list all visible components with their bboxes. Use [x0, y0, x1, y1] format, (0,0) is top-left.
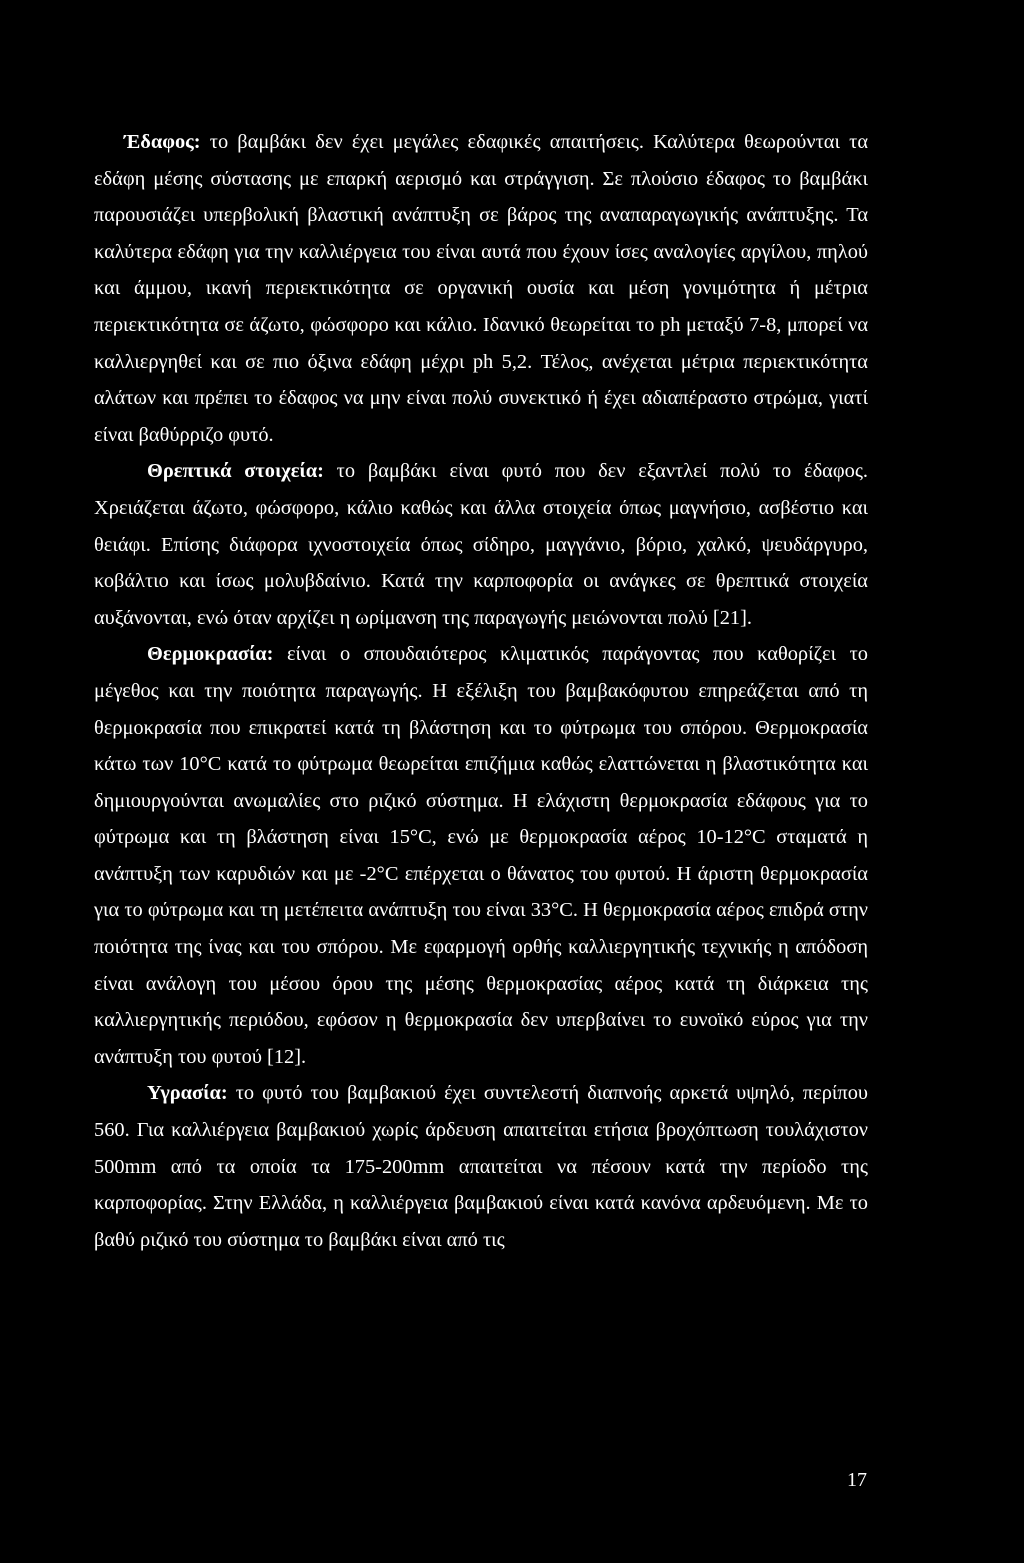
- heading-humidity: Υγρασία:: [147, 1082, 228, 1105]
- paragraph-soil-text: το βαμβάκι δεν έχει μεγάλες εδαφικές απαιτήσεις. Καλύτερα θεωρούνται τα εδάφη μέσης σύστασης με επαρκή αερισμό και στράγγιση. Σε πλούσιο έδαφος το βαμβάκι παρουσιάζει υπερβολική βλαστική ανάπτυξη σε βάρος της αναπαραγωγικής ανάπτυξης. Τα καλύτερα εδάφη για την καλλιέργεια του είναι αυτά που έχουν ίσες αναλογίες αργίλου, πηλού και άμμου, ικανή περιεκτικότητα σε οργανική ουσία και μέση γονιμότητα ή μέτρια περιεκτικότητα σε άζωτο, φώσφορο και κάλιο. Ιδανικό θεωρείται το ph μεταξύ 7-8, μπορεί να καλλιεργηθεί και σε πιο όξινα εδάφη μέχρι ph 5,2. Τέλος, ανέχεται μέτρια περιεκτικότητα αλάτων και πρέπει το έδαφος να μην είναι πολύ συνεκτικό ή έχει αδιαπέραστο στρώμα, γιατί είναι βαθύρριζο φυτό.: [94, 131, 868, 446]
- paragraph-nutrients: [94, 453, 868, 636]
- paragraph-soil: [94, 124, 868, 453]
- heading-nutrients: Θρεπτικά στοιχεία:: [147, 460, 324, 483]
- paragraph-humidity-text: το φυτό του βαμβακιού έχει συντελεστή διαπνοής αρκετά υψηλό, περίπου 560. Για καλλιέργεια βαμβακιού χωρίς άρδευση απαιτείται ετήσια βροχόπτωση τουλάχιστον 500mm από τα οποία τα 175-200mm απαιτείται να πέσουν κατά την περίοδο της καρποφορίας. Στην Ελλάδα, η καλλιέργεια βαμβακιού είναι κατά κανόνα αρδευόμενη. Με το βαθύ ριζικό του σύστημα το βαμβάκι είναι από τις: [94, 1082, 868, 1251]
- paragraph-temperature-text: είναι ο σπουδαιότερος κλιματικός παράγοντας που καθορίζει το μέγεθος και την ποιότητα παραγωγής. Η εξέλιξη του βαμβακόφυτου επηρεάζεται από τη θερμοκρασία που επικρατεί κατά τη βλάστηση και το φύτρωμα του σπόρου. Θερμοκρασία κάτω των 10°C κατά το φύτρωμα θεωρείται επιζήμια καθώς ελαττώνεται η βλαστικότητα και δημιουργούνται ανωμαλίες στο ριζικό σύστημα. Η ελάχιστη θερμοκρασία εδάφους για το φύτρωμα και τη βλάστηση είναι 15°C, ενώ με θερμοκρασία αέρος 10-12°C σταματά η ανάπτυξη των καρυδιών και με -2°C επέρχεται ο θάνατος του φυτού. Η άριστη θερμοκρασία για το φύτρωμα και τη μετέπειτα ανάπτυξη του είναι 33°C. Η θερμοκρασία αέρος επιδρά στην ποιότητα της ίνας και του σπόρου. Με εφαρμογή ορθής καλλιεργητικής τεχνικής η απόδοση είναι ανάλογη του μέσου όρου της μέσης θερμοκρασίας αέρος κατά τη διάρκεια της καλλιεργητικής περιόδου, εφόσον η θερμοκρασία δεν υπερβαίνει το ευνοϊκό εύρος για την ανάπτυξη του φυτού [12].: [94, 643, 868, 1068]
- document-body: [94, 124, 868, 1258]
- paragraph-humidity: [94, 1075, 868, 1258]
- heading-soil: Έδαφος:: [124, 131, 201, 153]
- heading-temperature: Θερμοκρασία:: [147, 643, 274, 666]
- paragraph-nutrients-text: το βαμβάκι είναι φυτό που δεν εξαντλεί πολύ το έδαφος. Χρειάζεται άζωτο, φώσφορο, κάλιο καθώς και άλλα στοιχεία όπως μαγνήσιο, ασβέστιο και θειάφι. Επίσης διάφορα ιχνοστοιχεία όπως σίδηρο, μαγγάνιο, βόριο, χαλκό, ψευδάργυρο, κοβάλτιο και ίσως μολυβδαίνιο. Κατά την καρποφορία οι ανάγκες σε θρεπτικά στοιχεία αυξάνονται, ενώ όταν αρχίζει η ωρίμανση της παραγωγής μειώνονται πολύ [21].: [94, 460, 868, 629]
- page-number: 17: [847, 1469, 867, 1491]
- paragraph-temperature: [94, 636, 868, 1075]
